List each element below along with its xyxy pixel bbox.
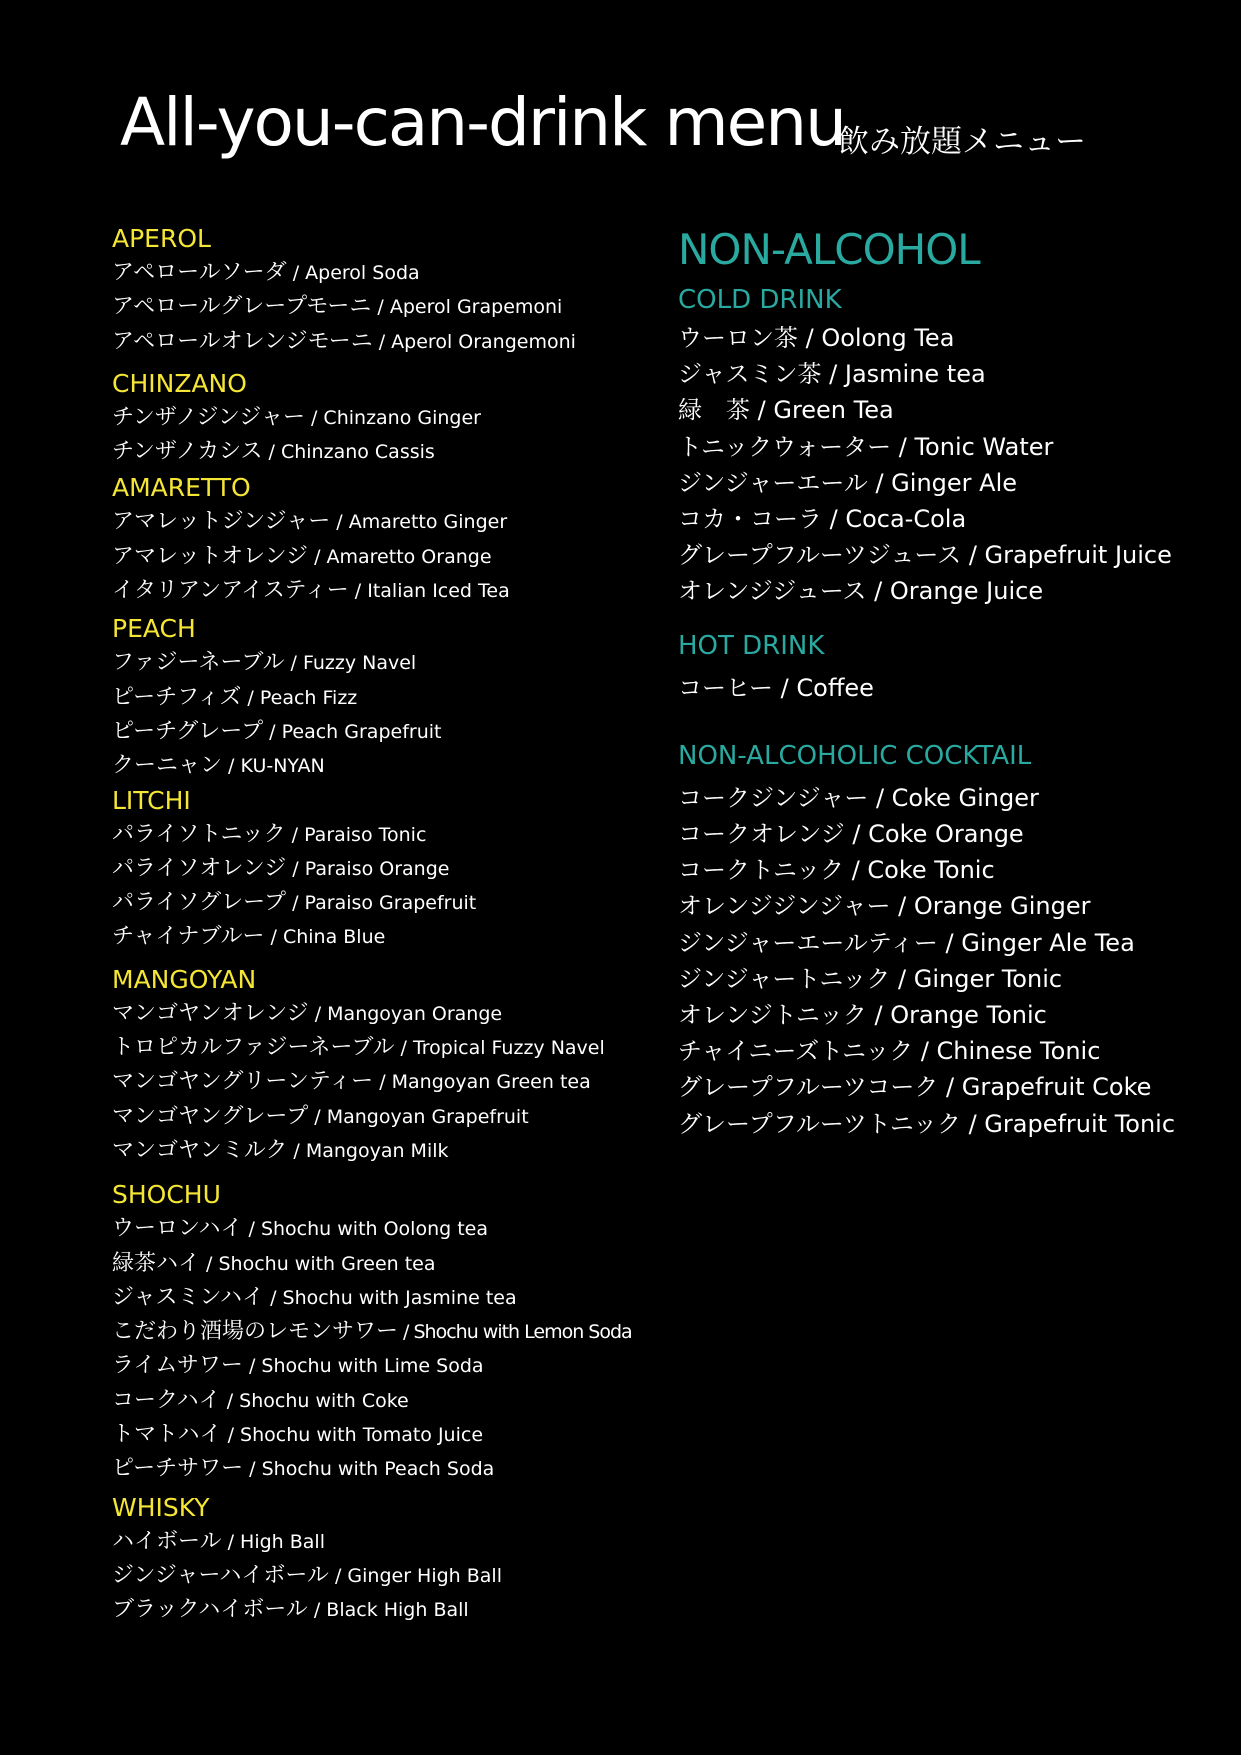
section-hot-drink bbox=[678, 626, 1238, 706]
menu-item: マンゴヤングレープ / Mangoyan Grapefruit bbox=[112, 1103, 529, 1129]
section-shochu bbox=[112, 1178, 632, 1486]
menu-item: グレープフルーツトニック / Grapefruit Tonic bbox=[678, 1109, 1176, 1138]
section-peach bbox=[112, 612, 632, 783]
section-chinzano bbox=[112, 367, 632, 470]
menu-item: トマトハイ / Shochu with Tomato Juice bbox=[112, 1422, 484, 1448]
alcohol-column bbox=[112, 222, 632, 1628]
section-heading: PEACH bbox=[112, 614, 196, 644]
section-cold-drink bbox=[678, 280, 1238, 610]
menu-item: コークジンジャー / Coke Ginger bbox=[678, 783, 1039, 812]
menu-item: ブラックハイボール / Black High Ball bbox=[112, 1597, 469, 1623]
menu-item: 緑茶ハイ / Shochu with Green tea bbox=[112, 1250, 436, 1276]
menu-item: トニックウォーター / Tonic Water bbox=[678, 432, 1054, 461]
menu-item: コークオレンジ / Coke Orange bbox=[678, 820, 1024, 849]
menu-item: ジャスミン茶 / Jasmine tea bbox=[678, 360, 986, 389]
menu-item: パライソトニック / Paraiso Tonic bbox=[112, 821, 427, 847]
section-heading: APEROL bbox=[112, 224, 211, 253]
menu-item: ピーチグレープ / Peach Grapefruit bbox=[112, 718, 442, 744]
menu-item: コークハイ / Shochu with Coke bbox=[112, 1387, 409, 1413]
menu-item: パライソグレープ / Paraiso Grapefruit bbox=[112, 890, 477, 916]
menu-item: ウーロンハイ / Shochu with Oolong tea bbox=[112, 1216, 489, 1242]
menu-item: ウーロン茶 / Oolong Tea bbox=[678, 324, 955, 352]
section-aperol bbox=[112, 222, 632, 359]
menu-item: グレープフルーツジュース / Grapefruit Juice bbox=[678, 541, 1172, 570]
page-title: All-you-can-drink menu bbox=[120, 84, 845, 161]
menu-item: チンザノカシス / Chinzano Cassis bbox=[112, 439, 435, 465]
menu-item: グレープフルーツコーク / Grapefruit Coke bbox=[678, 1073, 1152, 1102]
menu-item: オレンジトニック / Orange Tonic bbox=[678, 1001, 1047, 1030]
page-title-jp: 飲み放題メニュー bbox=[838, 124, 1086, 160]
section-heading: MANGOYAN bbox=[112, 964, 257, 994]
menu-item: マンゴヤンミルク / Mangoyan Milk bbox=[112, 1137, 449, 1163]
menu-item: コーヒー / Coffee bbox=[678, 673, 874, 702]
menu-item: こだわり酒場のレモンサワー / Shochu with Lemon Soda bbox=[112, 1319, 632, 1345]
section-heading: AMARETTO bbox=[112, 473, 251, 503]
menu-item: アマレットジンジャー / Amaretto Ginger bbox=[112, 509, 508, 535]
menu-item: ファジーネーブル / Fuzzy Navel bbox=[112, 650, 417, 676]
section-heading: SHOCHU bbox=[112, 1180, 221, 1210]
menu-item: オレンジジンジャー / Orange Ginger bbox=[678, 892, 1091, 921]
menu-item: チンザノジンジャー / Chinzano Ginger bbox=[112, 404, 481, 430]
section-non-alcoholic-cocktail bbox=[678, 736, 1238, 1142]
section-heading: NON-ALCOHOLIC COCKTAIL bbox=[678, 740, 1032, 771]
menu-item: クーニャン / KU-NYAN bbox=[112, 753, 325, 779]
section-heading: HOT DRINK bbox=[678, 630, 825, 661]
menu-item: アペロールグレープモーニ / Aperol Grapemoni bbox=[112, 294, 563, 320]
menu-item: ジンジャートニック / Ginger Tonic bbox=[678, 964, 1063, 993]
non-alcohol-column bbox=[678, 222, 1238, 1142]
menu-item: ジンジャーエール / Ginger Ale bbox=[678, 468, 1018, 497]
menu-item: アマレットオレンジ / Amaretto Orange bbox=[112, 543, 492, 569]
menu-item: パライソオレンジ / Paraiso Orange bbox=[112, 855, 450, 881]
menu-item: ジンジャーエールティー / Ginger Ale Tea bbox=[678, 928, 1135, 957]
menu-item: コークトニック / Coke Tonic bbox=[678, 856, 995, 885]
menu-item: 緑 茶 / Green Tea bbox=[678, 396, 894, 425]
menu-item: チャイナブルー / China Blue bbox=[112, 924, 386, 950]
menu-item: オレンジジュース / Orange Juice bbox=[678, 577, 1044, 606]
menu-item: ジンジャーハイボール / Ginger High Ball bbox=[112, 1562, 502, 1588]
section-whisky bbox=[112, 1491, 632, 1628]
menu-item: ハイボール / High Ball bbox=[112, 1528, 325, 1554]
section-heading: WHISKY bbox=[112, 1492, 210, 1522]
menu-item: ピーチフィズ / Peach Fizz bbox=[112, 684, 358, 710]
menu-item: ライムサワー / Shochu with Lime Soda bbox=[112, 1353, 484, 1379]
menu-item: トロピカルファジーネーブル / Tropical Fuzzy Navel bbox=[112, 1035, 605, 1061]
non-alcohol-title: NON-ALCOHOL bbox=[678, 225, 980, 274]
section-heading: COLD DRINK bbox=[678, 285, 842, 315]
menu-item: マンゴヤングリーンティー / Mangoyan Green tea bbox=[112, 1069, 591, 1095]
section-heading: LITCHI bbox=[112, 785, 191, 815]
menu-item: コカ・コーラ / Coca-Cola bbox=[678, 505, 967, 534]
menu-item: チャイニーズトニック / Chinese Tonic bbox=[678, 1037, 1101, 1066]
section-litchi bbox=[112, 784, 632, 955]
menu-item: アペロールオレンジモーニ / Aperol Orangemoni bbox=[112, 328, 576, 354]
section-mangoyan bbox=[112, 963, 632, 1168]
section-amaretto bbox=[112, 471, 632, 608]
menu-item: アペロールソーダ / Aperol Soda bbox=[112, 260, 420, 285]
menu-item: ジャスミンハイ / Shochu with Jasmine tea bbox=[112, 1284, 517, 1310]
menu-item: イタリアンアイスティー / Italian Iced Tea bbox=[112, 578, 510, 604]
section-heading: CHINZANO bbox=[112, 368, 247, 398]
menu-item: マンゴヤンオレンジ / Mangoyan Orange bbox=[112, 1000, 503, 1026]
menu-item: ピーチサワー / Shochu with Peach Soda bbox=[112, 1456, 495, 1482]
